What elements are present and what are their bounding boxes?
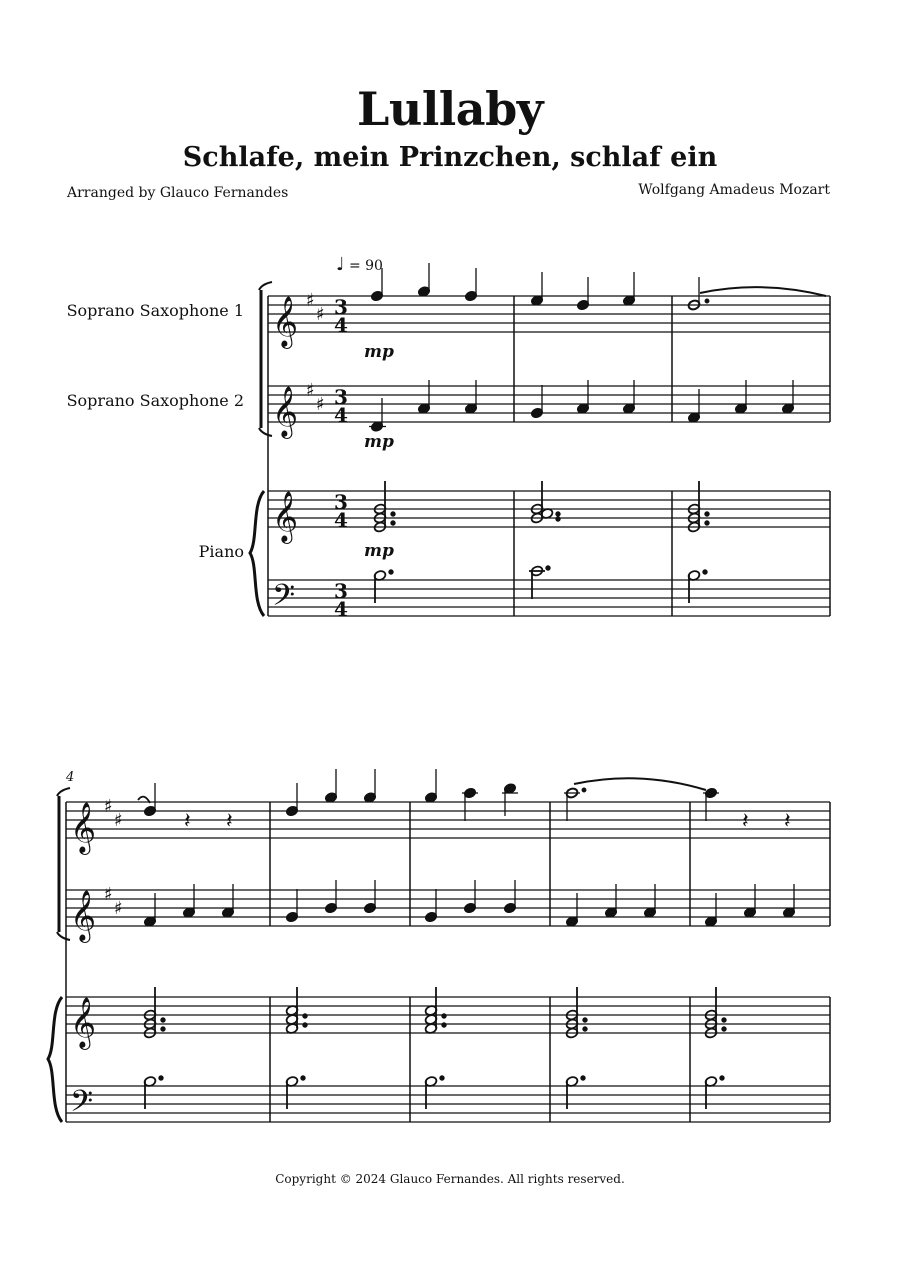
treble-clef-icon: 𝄞 xyxy=(70,890,97,941)
dynamic-mp: mp xyxy=(364,342,394,362)
sharp-icon: ♯ xyxy=(114,810,123,831)
arranger-credit: Arranged by Glauco Fernandes xyxy=(67,185,289,201)
time-sig-top: 3 xyxy=(334,490,348,514)
staff-lines xyxy=(66,802,830,1122)
time-sig-top: 3 xyxy=(334,579,348,603)
treble-clef-icon: 𝄞 xyxy=(70,997,97,1048)
copyright-footer: Copyright © 2024 Glauco Fernandes. All rights reserved. xyxy=(275,1172,625,1186)
sharp-icon: ♯ xyxy=(104,884,113,905)
system-2 xyxy=(48,788,830,1122)
piano-chords-system-2 xyxy=(143,987,725,1109)
instrument-label-piano: Piano xyxy=(198,542,244,561)
quarter-rest-icon: 𝄽 xyxy=(742,809,749,834)
quarter-rest-icon: 𝄽 xyxy=(184,809,191,834)
measure-number: 4 xyxy=(66,770,75,785)
quarter-rest-icon: 𝄽 xyxy=(784,809,791,834)
time-sig-bottom: 4 xyxy=(334,403,348,427)
sharp-icon: ♯ xyxy=(316,304,325,325)
barlines xyxy=(514,296,830,616)
composer-credit: Wolfgang Amadeus Mozart xyxy=(638,182,830,198)
time-sig-bottom: 4 xyxy=(334,597,348,621)
time-sig-top: 3 xyxy=(334,295,348,319)
time-sig-bottom: 4 xyxy=(334,508,348,532)
sharp-icon: ♯ xyxy=(316,394,325,415)
notes-system-1 xyxy=(369,263,826,432)
quarter-note-icon: ♩ xyxy=(336,254,345,275)
dynamic-mp: mp xyxy=(364,541,394,561)
dynamic-mp: mp xyxy=(364,432,394,452)
piano-brace xyxy=(48,997,62,1122)
sharp-icon: ♯ xyxy=(306,380,315,401)
quarter-rest-icon: 𝄽 xyxy=(226,809,233,834)
treble-clef-icon: 𝄞 xyxy=(70,802,97,853)
instrument-label-sax1: Soprano Saxophone 1 xyxy=(66,301,244,320)
piano-chords-system-1 xyxy=(373,481,708,603)
time-sig-bottom: 4 xyxy=(334,313,348,337)
barlines xyxy=(270,802,830,1122)
instrument-label-sax2: Soprano Saxophone 2 xyxy=(66,391,244,410)
treble-clef-icon: 𝄞 xyxy=(272,491,299,542)
tempo-value: = 90 xyxy=(348,258,383,274)
piano-brace xyxy=(250,491,264,616)
sharp-icon: ♯ xyxy=(114,898,123,919)
treble-clef-icon: 𝄞 xyxy=(272,296,299,347)
notes-system-2 xyxy=(138,769,796,927)
bass-clef-icon: 𝄢 xyxy=(70,1085,94,1126)
score-subtitle: Schlafe, mein Prinzchen, schlaf ein xyxy=(182,142,718,173)
sharp-icon: ♯ xyxy=(104,796,113,817)
time-sig-top: 3 xyxy=(334,385,348,409)
score-title: Lullaby xyxy=(357,82,543,136)
sharp-icon: ♯ xyxy=(306,290,315,311)
bass-clef-icon: 𝄢 xyxy=(272,579,296,620)
treble-clef-icon: 𝄞 xyxy=(272,386,299,437)
